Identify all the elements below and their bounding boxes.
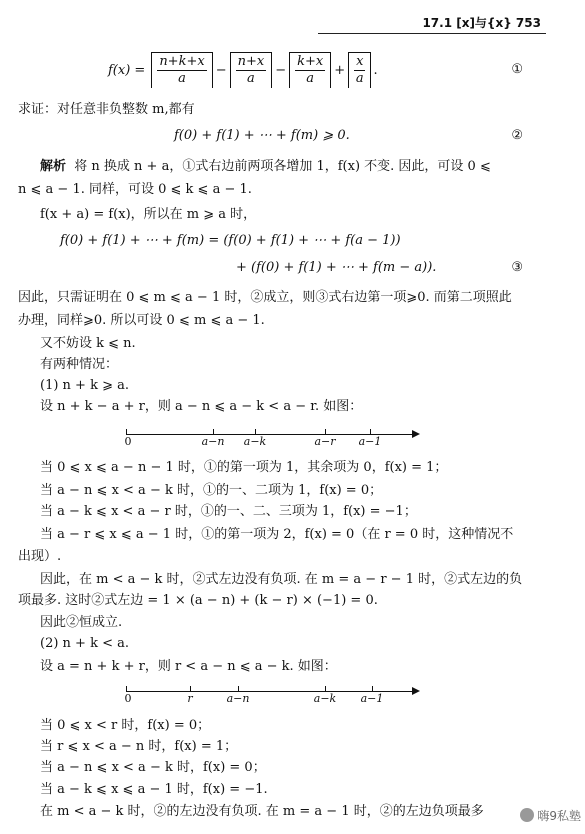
equation-number-2: ② (511, 128, 523, 143)
tick-label: a−n (201, 435, 225, 448)
text-line: 项最多. 这时②式左边 = 1 × (a − n) + (k − r) × (−1) = 0. (18, 593, 378, 608)
operator-1: − (215, 62, 227, 78)
text-line: 在 m < a − k 时，②的左边没有负项. 在 m = a − 1 时，②的左边负项最多 (40, 804, 484, 819)
text-line: 当 0 ⩽ x < r 时，f(x) = 0； (40, 718, 211, 733)
equation-3a: f(0) + f(1) + ⋯ + f(m) = (f(0) + f(1) + ⋯ + f(a − 1)) (60, 233, 401, 248)
header-rule (318, 33, 546, 34)
text-line: 当 a − k ⩽ x < a − r 时，①的一、二、三项为 1，f(x) = −1； (40, 504, 417, 519)
text-line: f(x + a) = f(x)，所以在 m ⩾ a 时， (40, 207, 257, 222)
text-line: 因此，只需证明在 0 ⩽ m ⩽ a − 1 时，②成立，则③式右边第一项⩾0. 而第二项照此 (18, 290, 512, 305)
tick-label: a−n (226, 692, 250, 705)
text-line: 当 r ⩽ x < a − n 时，f(x) = 1； (40, 739, 238, 754)
floor-bracket-1 (151, 52, 212, 88)
equation-2: f(0) + f(1) + ⋯ + f(m) ⩾ 0. (174, 128, 350, 143)
tick-label: r (187, 692, 193, 705)
text-line: 当 a − k ⩽ x ⩽ a − 1 时，f(x) = −1. (40, 782, 268, 797)
floor-bracket-4 (348, 52, 371, 88)
text-line: (1) n + k ⩾ a. (40, 378, 129, 393)
tick-label: a−1 (360, 692, 384, 705)
text-line: 当 0 ⩽ x ⩽ a − n − 1 时，①的第一项为 1，其余项为 0，f(x) = 1； (40, 460, 448, 475)
text-line: 因此，在 m < a − k 时，②式左边没有负项. 在 m = a − r − 1 时，②式左边的负 (40, 572, 523, 587)
tick-label: 0 (124, 435, 132, 448)
text-line: 因此②恒成立. (40, 615, 123, 630)
text-line: 当 a − r ⩽ x ⩽ a − 1 时，①的第一项为 2，f(x) = 0（在 r = 0 时，这种情况不 (40, 527, 514, 542)
text-line: 有两种情况： (40, 357, 119, 372)
text-line: 设 n + k − a + r，则 a − n ⩽ a − k < a − r. 如图： (40, 399, 363, 414)
tick-label: a−r (314, 435, 336, 448)
number-line-2 (120, 678, 420, 708)
text-line: n ⩽ a − 1. 同样，可设 0 ⩽ k ⩽ a − 1. (18, 182, 252, 197)
frac-1-num: n+k+x (159, 53, 205, 69)
frac-4-num: x (356, 53, 364, 69)
frac-1-den: a (178, 70, 186, 86)
text-line: 当 a − n ⩽ x < a − k 时，①的一、二项为 1，f(x) = 0； (40, 483, 383, 498)
running-header: 17.1 [x]与{x} 753 (422, 16, 541, 30)
tick-label: a−k (313, 692, 337, 705)
tick-label: a−1 (358, 435, 382, 448)
arrow-icon (412, 687, 420, 695)
floor-bracket-2 (230, 52, 273, 88)
floor-bracket-3 (289, 52, 331, 88)
frac-4-den: a (355, 70, 364, 86)
equation-number-1: ① (511, 62, 523, 77)
wechat-icon (520, 808, 534, 822)
analysis-label: 解析 (40, 159, 67, 174)
operator-2: − (275, 62, 287, 78)
text-line: 办理，同样⩾0. 所以可设 0 ⩽ m ⩽ a − 1. (18, 313, 265, 328)
frac-3-den: a (306, 70, 315, 86)
tick-label: a−k (243, 435, 267, 448)
text-line: 求证：对任意非负整数 m,都有 (18, 102, 195, 117)
equation-number-3: ③ (511, 260, 523, 275)
text-line: 解析 将 n 换成 n + a，①式右边前两项各增加 1，f(x) 不变. 因此，可设 0 ⩽ (40, 159, 491, 174)
text-line: 设 a = n + k + r，则 r < a − n ⩽ a − k. 如图： (40, 659, 337, 674)
frac-2-den: a (247, 70, 255, 86)
text-line: 出现）. (18, 549, 62, 564)
number-line-1 (120, 421, 420, 451)
equation-3b: + (f(0) + f(1) + ⋯ + f(m − a)). (236, 260, 437, 275)
operator-3: + (334, 62, 346, 78)
formula-1 (108, 52, 378, 88)
arrow-icon (412, 430, 420, 438)
text-line: (2) n + k < a. (40, 636, 129, 651)
tick-label: 0 (124, 692, 132, 705)
text-line: 又不妨设 k ⩽ n. (40, 336, 136, 351)
formula-lhs: f(x) = (108, 62, 146, 78)
text-line: 当 a − n ⩽ x < a − k 时，f(x) = 0； (40, 760, 266, 775)
formula-end: . (373, 62, 378, 78)
frac-3-num: k+x (297, 53, 324, 69)
frac-2-num: n+x (237, 53, 265, 69)
watermark: 嗨9私塾 (520, 807, 581, 824)
